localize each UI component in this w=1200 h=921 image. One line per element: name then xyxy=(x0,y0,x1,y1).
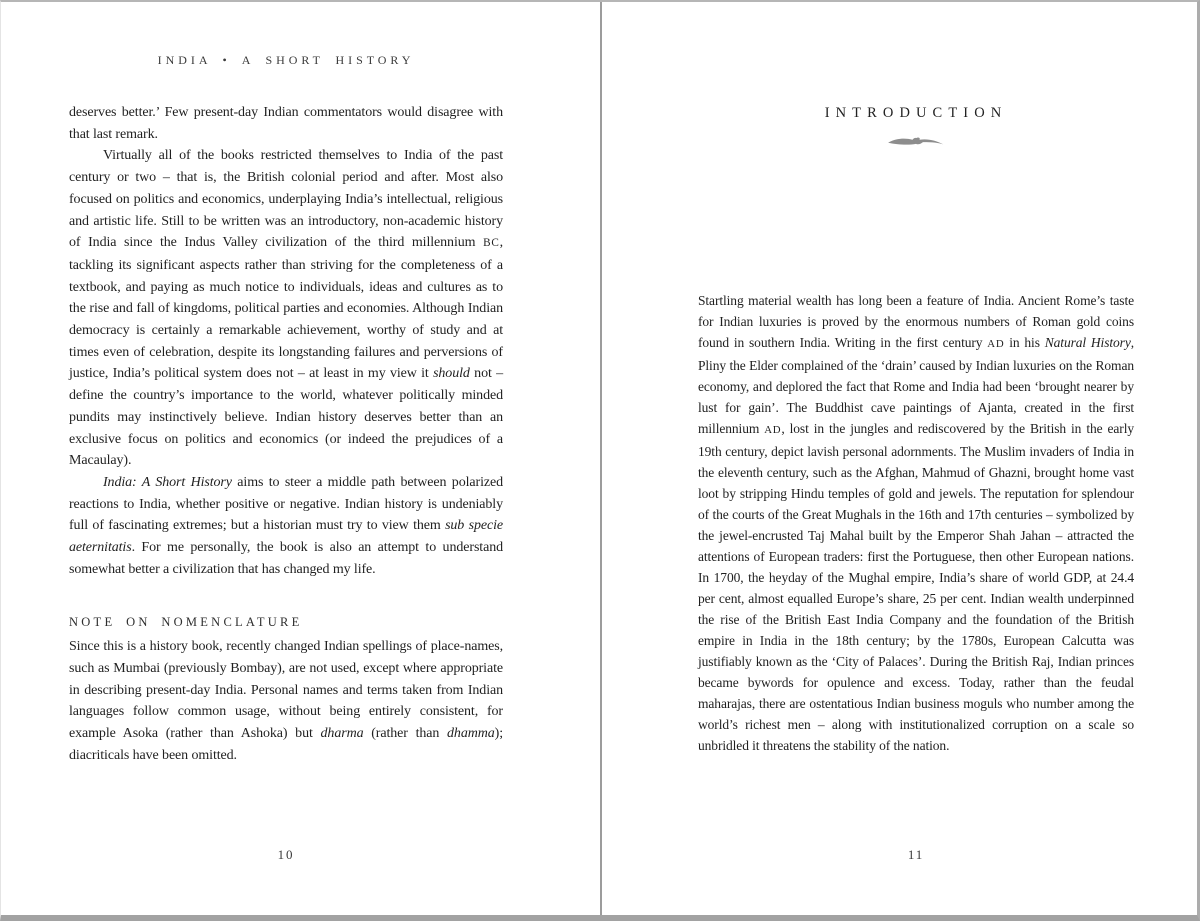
introduction-paragraph: Startling material wealth has long been a feature of India. Ancient Rome’s taste for Indian luxuries is proved by the enormous numbers of Roman gold coins found in southern India. Writing in the first century AD in his Natural History, Pliny the Elder complained of the ‘drain’ caused by Indian luxuries on the Roman economy, and deplored the fact that Rome and India had been ‘brought nearer by lust for gain’. The Buddhist cave paintings of Ajanta, created in the first millennium AD, lost in the jungles and rediscovered by the British in the early 19th century, depict lavish personal adornments. The Muslim invaders of India in the eleventh century, such as the Afghan, Mahmud of Ghazni, brought home vast loot by stripping Hindu temples of gold and jewels. The reputation for splendour of the courts of the Great Mughals in the 16th and 17th centuries – symbolized by the jewel-encrusted Taj Mahal built by the Emperor Shah Jahan – attracted the attentions of European traders: first the Portuguese, then other European nations. In 1700, the heyday of the Mughal empire, India’s share of world GDP, at 24.4 per cent, almost equalled Europe’s share, 25 per cent. Indian wealth underpinned the rise of the British East India Company and the foundation of the British empire in India in the 18th century; by the 1780s, European Calcutta was justifiably known as the ‘City of Palaces’. During the British Raj, Indian princes became bywords for opulence and excess. Today, rather than the feudal maharajas, there are ostentatious Indian business moguls who number among the world’s richest men – along with institutionalized corruption on a scale so unbridled it threatens the stability of the nation. xyxy=(698,293,1134,753)
paragraph: India: A Short History aims to steer a middle path between polarized reactions to India, whether positive or negative. Indian history is undeniably full of fascinating extremes; but a historian must try to view them sub specie aeternitatis. For me personally, the book is also an attempt to understand somewhat better a civilization that has changed my life. xyxy=(69,474,503,577)
paragraph-continuation: deserves better.’ Few present-day Indian commentators would disagree with that last remark. xyxy=(69,105,503,142)
note-paragraph: Since this is a history book, recently changed Indian spellings of place-names, such as Mumbai (previously Bombay), are not used, except where appropriate in describing present-day India. Personal names and terms taken from Indian languages follow common usage, without being entirely consistent, for example Asoka (rather than Ashoka) but dharma (rather than dhamma); diacriticals have been omitted. xyxy=(69,639,503,763)
page-gutter-divider xyxy=(600,2,602,915)
paragraph: Virtually all of the books restricted themselves to India of the past century or two – that is, the British colonial period and after. Most also focused on politics and economics, underplaying India’s intellectual, religious and artistic life. Still to be written was an introductory, non-academic history of India since the Indus Valley civilization of the third millennium BC, tackling its significant aspects rather than striving for the completeness of a textbook, and paying as much notice to individuals, ideas and cultures as to the rise and fall of kingdoms, political parties and economies. Although Indian democracy is certainly a remarkable achievement, worthy of study and at times even of celebration, despite its longstanding failures and perversions of justice, India’s political system does not – at least in my view it should not – define the country’s importance to the world, whatever politically minded pundits may instinctively believe. Indian history deserves better than an exclusive focus on politics and economics (or indeed the prejudices of a Macaulay). xyxy=(69,148,504,469)
page-number: 11 xyxy=(907,847,925,862)
section-heading: NOTE ON NOMENCLATURE xyxy=(69,615,303,630)
leaf-flourish-icon xyxy=(698,134,1134,154)
right-page xyxy=(603,2,1200,915)
chapter-heading: INTRODUCTION xyxy=(824,105,1008,121)
left-page-body xyxy=(69,102,503,766)
left-page xyxy=(69,2,503,915)
page-number: 10 xyxy=(277,847,295,862)
running-header: INDIA • A SHORT HISTORY xyxy=(157,53,415,67)
